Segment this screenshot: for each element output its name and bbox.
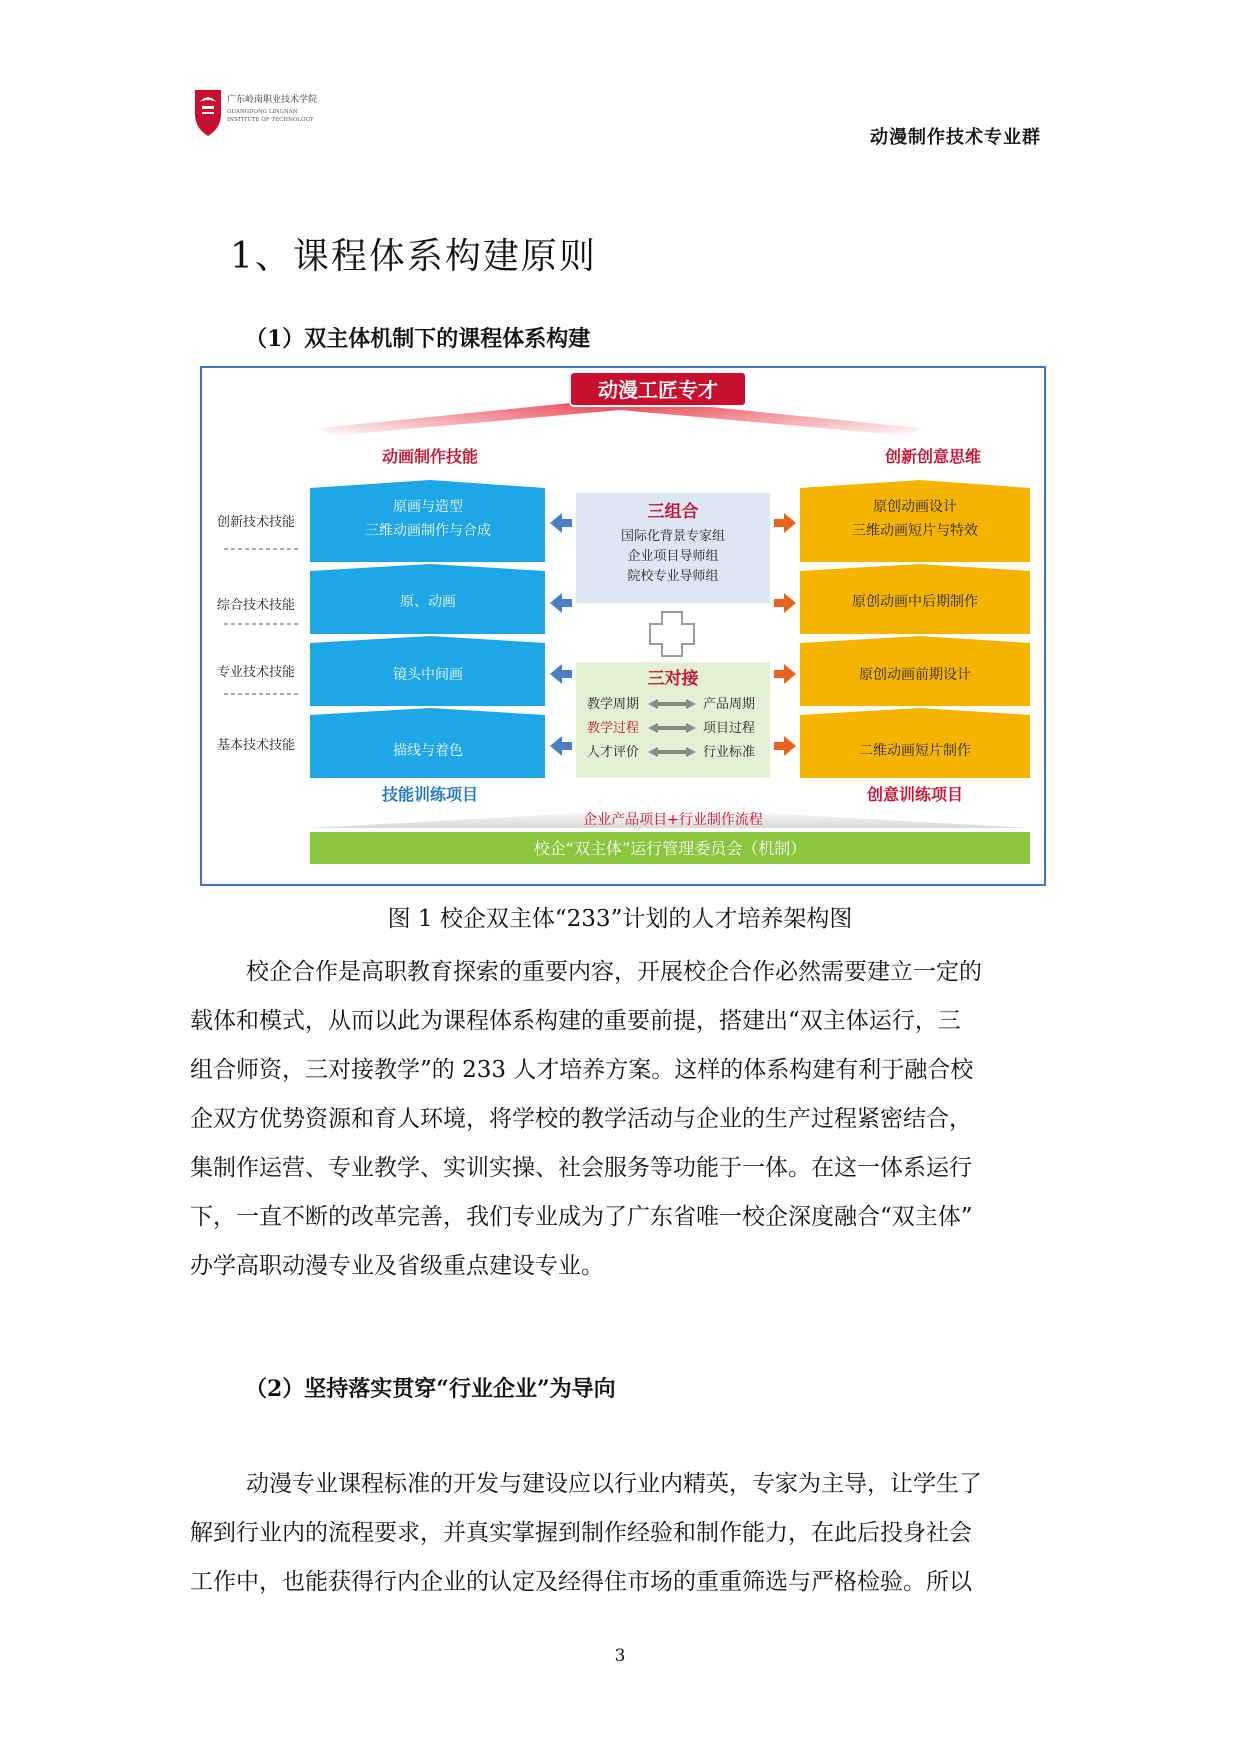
paragraph-line: 动漫专业课程标准的开发与建设应以行业内精英，专家为主导，让学生了 <box>246 1471 982 1497</box>
paragraph-line: 解到行业内的流程要求，并真实掌握到制作经验和制作能力，在此后投身社会 <box>190 1520 972 1546</box>
left-block-text: 三维动画制作与合成 <box>365 523 491 539</box>
subsection-title-1: （1）双主体机制下的课程体系构建 <box>245 326 591 352</box>
dock-left-item-highlight: 教学过程 <box>586 721 640 736</box>
right-block-text: 原创动画设计 <box>873 499 957 515</box>
center-combination-item: 企业项目导师组 <box>627 549 719 564</box>
section-title: 1、课程体系构建原则 <box>230 236 597 277</box>
base-text: 企业产品项目+行业制作流程 <box>583 812 763 828</box>
right-column-title: 创新创意思维 <box>884 447 982 466</box>
dock-left-item: 教学周期 <box>586 697 640 712</box>
right-footer: 创意训练项目 <box>866 785 964 804</box>
logo-text-en2: INSTITUTE OF TECHNOLOGY <box>227 117 314 123</box>
framework-diagram <box>200 366 1046 886</box>
paragraph-2 <box>190 1460 1050 1607</box>
dock-right-item: 产品周期 <box>702 697 756 712</box>
college-logo <box>193 88 333 138</box>
paragraph-line: 组合师资，三对接教学”的 233 人才培养方案。这样的体系构建有利于融合校 <box>190 1057 974 1083</box>
paragraph-line: 载体和模式，从而以此为课程体系构建的重要前提，搭建出“双主体运行，三 <box>190 1008 961 1034</box>
logo-text-cn: 广东岭南职业技术学院 <box>227 95 318 105</box>
left-block-text: 描线与着色 <box>393 743 463 759</box>
paragraph-line: 工作中，也能获得行内企业的认定及经得住市场的重重筛选与严格检验。所以 <box>190 1569 972 1595</box>
paragraph-line: 下，一直不断的改革完善，我们专业成为了广东省唯一校企深度融合“双主体” <box>190 1204 973 1230</box>
page-number: 3 <box>614 1646 626 1666</box>
center-combination-title: 三组合 <box>647 502 699 522</box>
paragraph-1 <box>190 948 1050 1291</box>
left-block-text: 原画与造型 <box>393 499 463 515</box>
left-block-text: 原、动画 <box>400 594 456 610</box>
paragraph-line: 办学高职动漫专业及省级重点建设专业。 <box>190 1253 604 1279</box>
logo-text-en1: GUANGDONG LINGNAN <box>227 109 298 115</box>
level-label: 创新技术技能 <box>216 515 296 530</box>
level-label: 基本技术技能 <box>216 738 296 753</box>
left-footer: 技能训练项目 <box>381 785 479 804</box>
dock-left-item: 人才评价 <box>586 745 640 760</box>
right-block-text: 二维动画短片制作 <box>859 743 971 759</box>
figure-caption: 图 1 校企双主体“233”计划的人才培养架构图 <box>387 906 853 932</box>
paragraph-line: 企双方优势资源和育人环境，将学校的教学活动与企业的生产过程紧密结合， <box>190 1106 972 1132</box>
left-block-innovation <box>310 480 545 562</box>
left-column-title: 动画制作技能 <box>381 447 479 466</box>
right-block-text: 原创动画中后期制作 <box>852 594 978 610</box>
right-block-text: 三维动画短片与特效 <box>852 523 978 539</box>
dock-right-item: 项目过程 <box>702 721 756 736</box>
center-combination-item: 院校专业导师组 <box>627 569 719 584</box>
level-label: 综合技术技能 <box>216 598 296 613</box>
paragraph-line: 集制作运营、专业教学、实训实操、社会服务等功能于一体。在这一体系运行 <box>190 1155 972 1181</box>
top-banner-text: 动漫工匠专才 <box>598 378 718 402</box>
level-label: 专业技术技能 <box>216 665 296 680</box>
subsection-title-2: （2）坚持落实贯穿“行业企业”为导向 <box>245 1376 616 1402</box>
left-block-text: 镜头中间画 <box>393 667 463 683</box>
right-block-innovation <box>800 480 1030 562</box>
dock-right-item: 行业标准 <box>702 745 756 760</box>
center-docking-title: 三对接 <box>647 669 699 689</box>
base-bar-text: 校企“双主体”运行管理委员会（机制） <box>533 839 807 858</box>
right-block-text: 原创动画前期设计 <box>859 667 971 683</box>
paragraph-line: 校企合作是高职教育探索的重要内容，开展校企合作必然需要建立一定的 <box>246 959 982 985</box>
header-title: 动漫制作技术专业群 <box>870 127 1041 148</box>
center-combination-item: 国际化背景专家组 <box>620 529 726 544</box>
